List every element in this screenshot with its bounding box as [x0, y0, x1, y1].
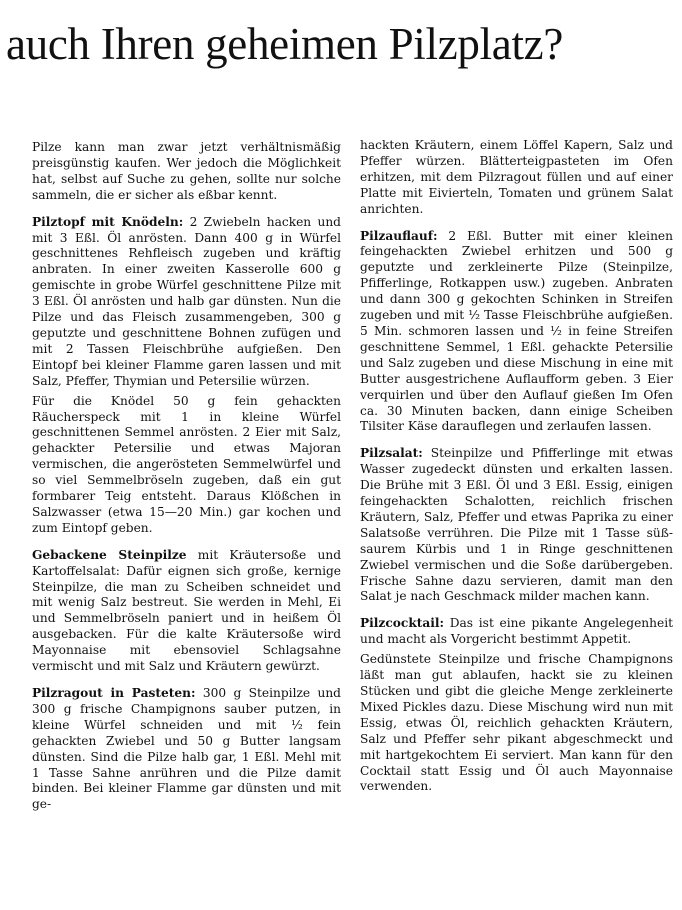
recipe-heading: Pilzauflauf: [360, 228, 438, 243]
left-column [32, 140, 341, 824]
recipe-pilzragout-cont [360, 138, 673, 218]
intro-paragraph [32, 140, 341, 204]
right-column [360, 138, 673, 806]
recipe-text: Für die Knödel 50 g fein gehackten Räucherspeck mit 1 in kleine Würfel geschnittenen Semmel anrösten. 2 Eier mit Salz, gehackter Petersilie und etwas Majoran vermischen, die angerösteten Semmelwürfel und so viel Semmelbröseln zugeben, daß ein gut formbarer Teig entsteht. Daraus Klößchen in Salzwasser (etwa 15—20 Min.) gar kochen und zum Eintopf geben. [32, 393, 341, 535]
recipe-text: Gedünstete Steinpilze und frische Champignons läßt man gut ablaufen, hackt sie zu kleinen Stücken und gibt die gleiche Menge zerkleinerte Mixed Pickles dazu. Diese Mischung wird nun mit Essig, etwas Öl, reichlich gehackten Kräutern, Salz und Pfeffer sehr pikant abgeschmeckt und mit hartgekochtem Ei serviert. Man kann für den Cocktail statt Essig und Öl auch Mayonnaise verwenden. [360, 652, 673, 794]
recipe-text: 2 Eßl. Butter mit einer kleinen feingehackten Zwiebel erhitzen und 500 g geputzte und zerkleinerte Pilze (Steinpilze, Pfifferlinge, Rotkappen usw.) zugeben. Anbraten und dann 300 g gekochten Schinken in Streifen zugeben und mit ½ Tasse Fleischbrühe aufgießen. 5 Min. schmoren lassen und ½ in feine Streifen geschnittene Semmel, 1 Eßl. gehackte Petersilie und Salz zugeben und diese Mischung in eine mit Butter ausgestrichene Auflaufform geben. 3 Eier verquirlen und über den Auflauf gießen Im Ofen ca. 30 Minuten backen, dann einige Scheiben Tilsiter Käse darauflegen und zerlaufen lassen. [360, 228, 673, 434]
recipe-pilztopf [32, 215, 341, 390]
recipe-text: 2 Zwiebeln hacken und mit 3 Eßl. Öl anrösten. Dann 400 g in Würfel geschnittenes Rehfleisch zugeben und kräftig anbraten. In einer zweiten Kasserolle 600 g gemischte in grobe Würfel geschnittene Pilze mit 3 Eßl. Öl anrösten und halb gar dünsten. Nun die Pilze und das Fleisch zusammengeben, 300 g geputzte und geschnittene Bohnen zufügen und mit 2 Tassen Fleischbrühe aufgießen. Den Eintopf bei kleiner Flamme garen lassen und mit Salz, Pfeffer, Thymian und Petersilie würzen. [32, 214, 341, 388]
recipe-text: 300 g Steinpilze und 300 g frische Champignons sauber putzen, in kleine Würfel schneiden und mit ½ fein gehackten Zwiebel und 50 g Butter langsam dünsten. Sind die Pilze halb gar, 1 Eßl. Mehl mit 1 Tasse Sahne anrühren und die Pilze damit binden. Bei kleiner Flamme gar dünsten und mit ge- [32, 686, 341, 812]
recipe-knoedel [32, 394, 341, 537]
recipe-pilzsalat [360, 446, 673, 605]
recipe-text: hackten Kräutern, einem Löffel Kapern, Salz und Pfeffer würzen. Blätterteigpasteten im Ofen erhitzen, mit dem Pilzragout füllen und auf einer Platte mit Eivierteln, Tomaten und grünem Salat anrichten. [360, 138, 673, 216]
recipe-pilzauflauf [360, 229, 673, 436]
recipe-heading: Pilztopf mit Knödeln: [32, 214, 184, 229]
recipe-heading: Pilzcocktail: [360, 616, 445, 631]
recipe-heading: Pilzragout in Pasteten: [32, 686, 196, 700]
recipe-text: Steinpilze und Pfifferlinge mit etwas Wasser zugedeckt dünsten und erkalten lassen. Die Brühe mit 3 Eßl. Öl und 3 Eßl. Essig, einigen feingehackten Schalotten, reichlich frischen Kräutern, Salz, Pfeffer und etwas Paprika zu einer Salatsoße verrühren. Die Pilze mit 1 Tasse süß-saurem Kürbis und 1 in Ringe geschnittenen Zwiebel vermischen und die Soße darübergeben. Frische Sahne dazu servieren, damit man den Salat je nach Geschmack milder machen kann. [360, 446, 673, 604]
recipe-pilzcocktail-body [360, 652, 673, 795]
recipe-gebackene-steinpilze [32, 548, 341, 675]
recipe-pilzragout [32, 686, 341, 813]
paragraph-text: Pilze kann man zwar jetzt verhältnismäßig preisgünstig kaufen. Wer jedoch die Möglichkeit hat, selbst auf Suche zu gehen, sollte nur solche sammeln, die er sicher als eßbar kennt. [32, 140, 341, 202]
recipe-heading: Pilzsalat: [360, 446, 423, 461]
recipe-pilzcocktail [360, 616, 673, 648]
recipe-text: Das ist eine pikante Angelegenheit und macht als Vorgericht bestimmt Appetit. [360, 616, 673, 647]
page-title: auch Ihren geheimen Pilzplatz? [6, 19, 563, 69]
recipe-text: mit Kräutersoße und Kartoffelsalat: Dafür eignen sich große, kernige Steinpilze, die man zu Scheiben schneidet und mit wenig Salz bestreut. Sie werden in Mehl, Ei und Semmelbröseln paniert und in heißem Öl ausgebacken. Für die kalte Kräutersoße wird Mayonnaise mit ebensoviel Schlagsahne vermischt und mit Salz und Kräutern gewürzt. [32, 547, 341, 674]
recipe-heading: Gebackene Steinpilze [32, 547, 187, 562]
